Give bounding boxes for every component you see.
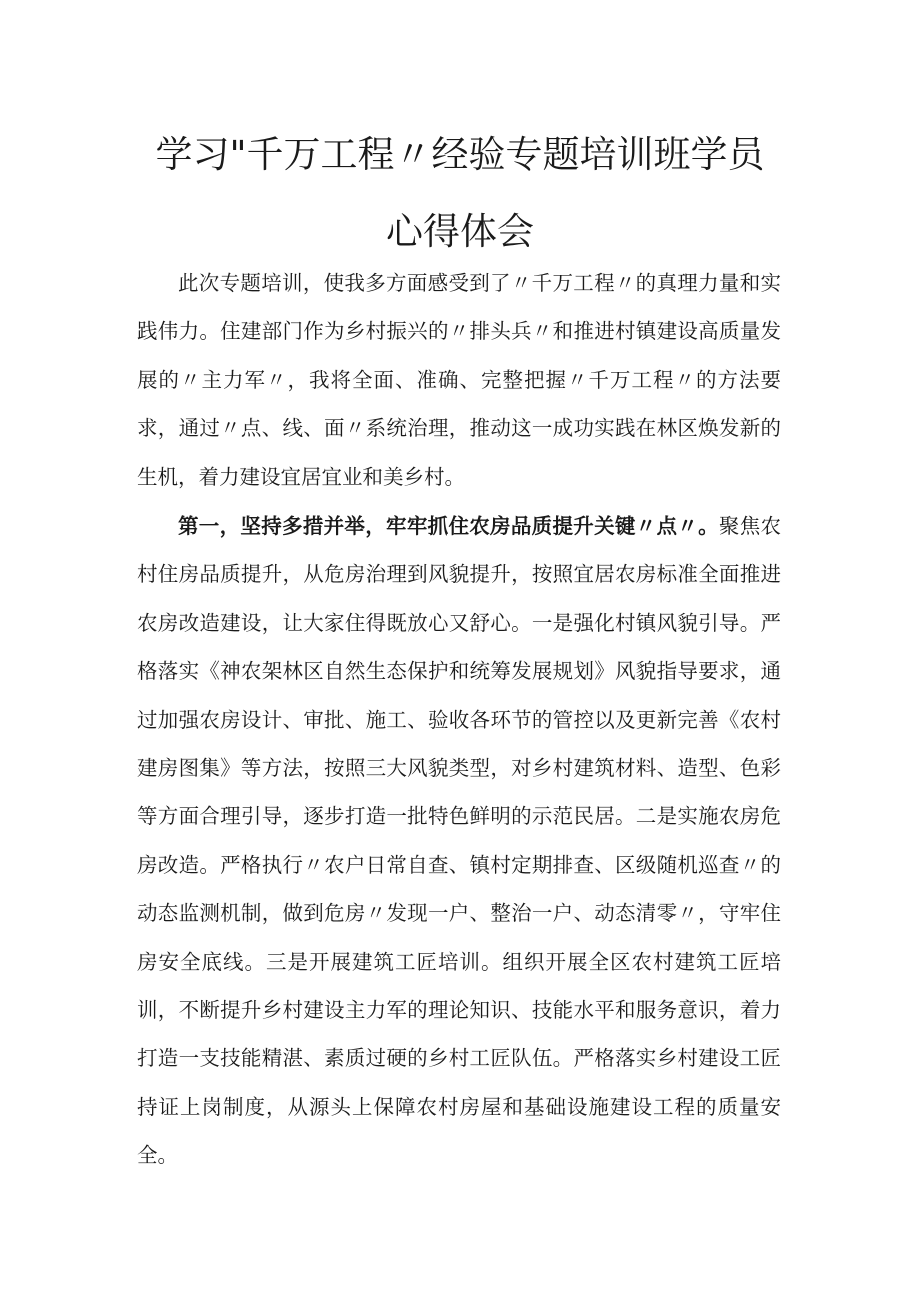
- paragraph-2-lead: 第一，坚持多措并举，牢牢抓住农房品质提升关键〃点〃。: [178, 514, 719, 538]
- paragraph-1: [137, 259, 781, 501]
- document-title-line-2: 心得体会: [386, 210, 534, 253]
- document-title-line-1: 学习"千万工程〃经验专题培训班学员: [155, 133, 765, 176]
- paragraph-1-text: 此次专题培训，使我多方面感受到了〃千万工程〃的真理力量和实践伟力。住建部门作为乡村振兴的〃排头兵〃和推进村镇建设高质量发展的〃主力军〃，我将全面、准确、完整把握〃千万工程〃的方法要求，通过〃点、线、面〃系统治理，推动这一成功实践在林区焕发新的生机，着力建设宜居宜业和美乡村。: [137, 271, 781, 489]
- paragraph-2: [137, 502, 781, 1180]
- paragraph-2-text: 聚焦农村住房品质提升，从危房治理到风貌提升，按照宜居农房标准全面推进农房改造建设，让大家住得既放心又舒心。一是强化村镇风貌引导。严格落实《神农架林区自然生态保护和统筹发展规划》风貌指导要求，通过加强农房设计、审批、施工、验收各环节的管控以及更新完善《农村建房图集》等方法，按照三大风貌类型，对乡村建筑材料、造型、色彩等方面合理引导，逐步打造一批特色鲜明的示范民居。二是实施农房危房改造。严格执行〃农户日常自查、镇村定期排查、区级随机巡查〃的动态监测机制，做到危房〃发现一户、整治一户、动态清零〃，守牢住房安全底线。三是开展建筑工匠培训。组织开展全区农村建筑工匠培训，不断提升乡村建设主力军的理论知识、技能水平和服务意识，着力打造一支技能精湛、素质过硬的乡村工匠队伍。严格落实乡村建设工匠持证上岗制度，从源头上保障农村房屋和基础设施建设工程的质量安全。: [137, 514, 782, 1168]
